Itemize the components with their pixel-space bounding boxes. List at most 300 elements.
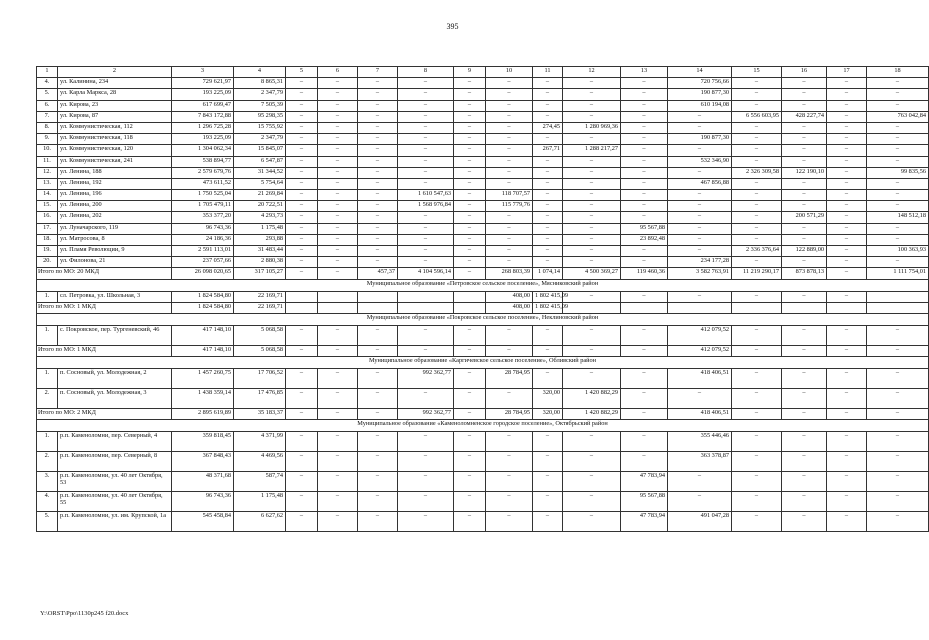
value-cell: –: [732, 325, 782, 345]
value-cell: –: [358, 223, 398, 234]
value-cell: –: [398, 234, 454, 245]
value-cell: –: [454, 122, 486, 133]
total-value-cell: 418 406,51: [668, 409, 732, 420]
row-number-cell: 4.: [37, 492, 58, 512]
value-cell: –: [732, 512, 782, 532]
value-cell: –: [621, 134, 668, 145]
value-cell: –: [732, 492, 782, 512]
value-cell: –: [867, 100, 929, 111]
total-value-cell: –: [867, 409, 929, 420]
value-cell: –: [286, 111, 318, 122]
value-cell: –: [318, 492, 358, 512]
value-cell: –: [782, 512, 827, 532]
value-cell: –: [782, 257, 827, 268]
value-cell: 190 877,30: [668, 89, 732, 100]
total-value-cell: 992 362,77: [398, 409, 454, 420]
value-cell: –: [732, 432, 782, 452]
document-path: Y:\ORST\Ppo\1130p245 f20.docx: [40, 610, 129, 617]
value-cell: –: [318, 156, 358, 167]
value-cell: –: [867, 472, 929, 492]
value-cell: [867, 291, 929, 302]
total-value-cell: 11 219 290,17: [732, 268, 782, 279]
table-body: [37, 78, 929, 532]
value-cell: –: [732, 122, 782, 133]
total-row: [37, 345, 929, 356]
value-cell: –: [827, 291, 867, 302]
value-cell: –: [318, 134, 358, 145]
value-cell: 467 856,88: [668, 178, 732, 189]
value-cell: 95 298,35: [234, 111, 286, 122]
building-row: [37, 325, 929, 345]
value-cell: –: [867, 178, 929, 189]
value-cell: –: [732, 134, 782, 145]
value-cell: [398, 291, 454, 302]
value-cell: –: [563, 432, 621, 452]
row-number-cell: 18.: [37, 234, 58, 245]
value-cell: [454, 291, 486, 302]
value-cell: –: [398, 89, 454, 100]
total-value-cell: 408,00: [486, 302, 533, 313]
value-cell: –: [486, 111, 533, 122]
value-cell: –: [358, 452, 398, 472]
value-cell: –: [286, 201, 318, 212]
total-value-cell: 1 802 415,09: [533, 302, 563, 313]
address-cell: р.п. Каменоломни, ул. 40 лет Октября, 55: [58, 492, 172, 512]
value-cell: –: [563, 369, 621, 389]
value-cell: 1 420 882,29: [563, 389, 621, 409]
value-cell: –: [286, 246, 318, 257]
value-cell: –: [454, 223, 486, 234]
value-cell: –: [318, 472, 358, 492]
value-cell: –: [358, 257, 398, 268]
address-cell: ул. Ленина, 188: [58, 167, 172, 178]
value-cell: 267,71: [533, 145, 563, 156]
value-cell: 1 175,48: [234, 492, 286, 512]
value-cell: –: [358, 167, 398, 178]
row-number-cell: 17.: [37, 223, 58, 234]
value-cell: –: [454, 212, 486, 223]
value-cell: –: [398, 432, 454, 452]
value-cell: –: [563, 291, 621, 302]
value-cell: 617 699,47: [172, 100, 234, 111]
value-cell: –: [358, 432, 398, 452]
row-number-cell: 7.: [37, 111, 58, 122]
value-cell: –: [732, 257, 782, 268]
address-cell: ул. Кирова, 23: [58, 100, 172, 111]
value-cell: –: [358, 100, 398, 111]
value-cell: –: [533, 246, 563, 257]
building-row: [37, 89, 929, 100]
value-cell: –: [358, 472, 398, 492]
value-cell: –: [358, 156, 398, 167]
row-number-cell: 16.: [37, 212, 58, 223]
value-cell: 363 378,87: [668, 452, 732, 472]
building-row: [37, 452, 929, 472]
value-cell: –: [318, 167, 358, 178]
value-cell: 320,00: [533, 389, 563, 409]
column-number-cell: 14: [668, 67, 732, 78]
value-cell: –: [286, 122, 318, 133]
value-cell: 4 293,73: [234, 212, 286, 223]
value-cell: 355 446,46: [668, 432, 732, 452]
total-value-cell: [827, 302, 867, 313]
value-cell: –: [286, 472, 318, 492]
value-cell: –: [668, 122, 732, 133]
value-cell: –: [318, 432, 358, 452]
row-number-cell: 4.: [37, 78, 58, 89]
value-cell: –: [533, 100, 563, 111]
value-cell: –: [782, 100, 827, 111]
value-cell: –: [827, 111, 867, 122]
value-cell: 763 042,84: [867, 111, 929, 122]
value-cell: –: [621, 89, 668, 100]
value-cell: –: [398, 512, 454, 532]
value-cell: 720 756,66: [668, 78, 732, 89]
value-cell: –: [563, 512, 621, 532]
value-cell: 4 469,56: [234, 452, 286, 472]
value-cell: –: [286, 512, 318, 532]
total-value-cell: 320,00: [533, 409, 563, 420]
total-value-cell: 1 420 882,29: [563, 409, 621, 420]
value-cell: 5 754,64: [234, 178, 286, 189]
value-cell: –: [486, 223, 533, 234]
total-value-cell: 417 148,10: [172, 345, 234, 356]
value-cell: –: [563, 246, 621, 257]
value-cell: –: [867, 134, 929, 145]
value-cell: [286, 291, 318, 302]
value-cell: –: [533, 201, 563, 212]
total-value-cell: [867, 302, 929, 313]
value-cell: –: [318, 234, 358, 245]
column-number-cell: 6: [318, 67, 358, 78]
value-cell: –: [533, 234, 563, 245]
value-cell: –: [454, 156, 486, 167]
building-row: [37, 291, 929, 302]
building-row: [37, 389, 929, 409]
value-cell: –: [563, 190, 621, 201]
value-cell: –: [563, 325, 621, 345]
value-cell: –: [318, 89, 358, 100]
value-cell: –: [563, 223, 621, 234]
value-cell: –: [668, 472, 732, 492]
value-cell: 1 705 479,11: [172, 201, 234, 212]
value-cell: 122 190,10: [782, 167, 827, 178]
value-cell: –: [454, 452, 486, 472]
value-cell: 417 148,10: [172, 325, 234, 345]
row-number-cell: 9.: [37, 134, 58, 145]
value-cell: –: [563, 492, 621, 512]
value-cell: –: [827, 369, 867, 389]
value-cell: –: [486, 212, 533, 223]
value-cell: –: [398, 78, 454, 89]
municipality-section-row: [37, 357, 929, 369]
row-number-cell: 13.: [37, 178, 58, 189]
value-cell: 5 068,58: [234, 325, 286, 345]
value-cell: –: [533, 472, 563, 492]
value-cell: 473 611,52: [172, 178, 234, 189]
value-cell: 15 845,07: [234, 145, 286, 156]
value-cell: 6 547,87: [234, 156, 286, 167]
value-cell: 234 177,28: [668, 257, 732, 268]
value-cell: [358, 291, 398, 302]
building-row: [37, 234, 929, 245]
value-cell: –: [486, 325, 533, 345]
value-cell: –: [358, 492, 398, 512]
value-cell: –: [398, 100, 454, 111]
value-cell: –: [732, 212, 782, 223]
column-number-cell: 5: [286, 67, 318, 78]
value-cell: –: [533, 156, 563, 167]
value-cell: 2 591 113,01: [172, 246, 234, 257]
value-cell: –: [486, 452, 533, 472]
value-cell: –: [827, 452, 867, 472]
building-row: [37, 167, 929, 178]
value-cell: 610 194,08: [668, 100, 732, 111]
building-row: [37, 369, 929, 389]
value-cell: 31 483,44: [234, 246, 286, 257]
value-cell: –: [827, 100, 867, 111]
value-cell: –: [782, 178, 827, 189]
value-cell: –: [621, 432, 668, 452]
value-cell: –: [563, 167, 621, 178]
repair-registry-sheet: [36, 66, 926, 532]
address-cell: ул. Кирова, 87: [58, 111, 172, 122]
address-cell: ул. Луначарского, 119: [58, 223, 172, 234]
building-row: [37, 190, 929, 201]
value-cell: –: [827, 201, 867, 212]
total-value-cell: [732, 302, 782, 313]
value-cell: –: [454, 472, 486, 492]
value-cell: –: [621, 389, 668, 409]
value-cell: –: [318, 78, 358, 89]
value-cell: –: [867, 190, 929, 201]
value-cell: –: [668, 111, 732, 122]
value-cell: –: [867, 156, 929, 167]
row-number-cell: 12.: [37, 167, 58, 178]
row-number-cell: 3.: [37, 472, 58, 492]
value-cell: –: [563, 201, 621, 212]
value-cell: –: [563, 89, 621, 100]
total-value-cell: 35 183,37: [234, 409, 286, 420]
value-cell: –: [563, 257, 621, 268]
value-cell: –: [454, 389, 486, 409]
value-cell: –: [668, 190, 732, 201]
value-cell: –: [398, 111, 454, 122]
value-cell: –: [286, 100, 318, 111]
value-cell: –: [454, 100, 486, 111]
value-cell: –: [732, 178, 782, 189]
value-cell: –: [867, 234, 929, 245]
address-cell: п. Сосновый, ул. Молодежная, 3: [58, 389, 172, 409]
value-cell: 1 750 525,04: [172, 190, 234, 201]
value-cell: 47 783,94: [621, 512, 668, 532]
value-cell: 1 175,48: [234, 223, 286, 234]
value-cell: 545 458,84: [172, 512, 234, 532]
value-cell: 95 567,88: [621, 223, 668, 234]
value-cell: –: [398, 389, 454, 409]
value-cell: –: [827, 472, 867, 492]
value-cell: –: [867, 325, 929, 345]
total-value-cell: –: [286, 345, 318, 356]
value-cell: 8 865,31: [234, 78, 286, 89]
value-cell: –: [398, 134, 454, 145]
total-value-cell: 2 895 619,89: [172, 409, 234, 420]
value-cell: –: [867, 89, 929, 100]
value-cell: –: [732, 201, 782, 212]
value-cell: –: [318, 190, 358, 201]
value-cell: –: [782, 134, 827, 145]
value-cell: –: [398, 178, 454, 189]
value-cell: –: [867, 122, 929, 133]
row-number-cell: 6.: [37, 100, 58, 111]
value-cell: –: [533, 78, 563, 89]
value-cell: –: [398, 145, 454, 156]
value-cell: 532 346,90: [668, 156, 732, 167]
total-value-cell: [782, 302, 827, 313]
value-cell: –: [358, 178, 398, 189]
address-cell: ул. Пламя Революции, 9: [58, 246, 172, 257]
row-number-cell: 1.: [37, 369, 58, 389]
value-cell: –: [533, 452, 563, 472]
column-number-cell: 18: [867, 67, 929, 78]
value-cell: 190 877,30: [668, 134, 732, 145]
municipality-section-title: Муниципальное образование «Каменоломненское городское поселение», Октябрьский район: [37, 420, 929, 432]
value-cell: –: [454, 145, 486, 156]
value-cell: –: [827, 134, 867, 145]
row-number-cell: 1.: [37, 291, 58, 302]
building-row: [37, 122, 929, 133]
value-cell: –: [668, 145, 732, 156]
value-cell: –: [286, 78, 318, 89]
value-cell: 47 783,94: [621, 472, 668, 492]
value-cell: –: [621, 111, 668, 122]
total-value-cell: –: [318, 268, 358, 279]
value-cell: –: [533, 111, 563, 122]
value-cell: 23 892,48: [621, 234, 668, 245]
address-cell: ул. Коммунистическая, 120: [58, 145, 172, 156]
total-value-cell: 873 878,13: [782, 268, 827, 279]
value-cell: 96 743,36: [172, 492, 234, 512]
value-cell: –: [286, 212, 318, 223]
address-cell: ул. Ленина, 200: [58, 201, 172, 212]
value-cell: –: [358, 234, 398, 245]
total-value-cell: –: [318, 345, 358, 356]
value-cell: –: [486, 472, 533, 492]
value-cell: 353 377,20: [172, 212, 234, 223]
total-value-cell: –: [358, 345, 398, 356]
value-cell: –: [486, 167, 533, 178]
value-cell: –: [732, 389, 782, 409]
value-cell: –: [533, 178, 563, 189]
value-cell: –: [358, 389, 398, 409]
value-cell: 118 707,57: [486, 190, 533, 201]
total-value-cell: [668, 302, 732, 313]
value-cell: 193 225,09: [172, 89, 234, 100]
building-row: [37, 257, 929, 268]
value-cell: –: [621, 100, 668, 111]
value-cell: –: [563, 134, 621, 145]
total-value-cell: –: [621, 345, 668, 356]
value-cell: 2 326 309,58: [732, 167, 782, 178]
value-cell: [318, 291, 358, 302]
value-cell: –: [486, 389, 533, 409]
value-cell: –: [398, 492, 454, 512]
building-row: [37, 512, 929, 532]
value-cell: –: [782, 156, 827, 167]
value-cell: –: [563, 100, 621, 111]
value-cell: –: [318, 389, 358, 409]
value-cell: –: [668, 234, 732, 245]
value-cell: –: [621, 190, 668, 201]
capital-repair-table: [36, 66, 929, 532]
address-cell: сл. Петровка, ул. Школьная, 3: [58, 291, 172, 302]
value-cell: 1 288 217,27: [563, 145, 621, 156]
total-value-cell: –: [782, 409, 827, 420]
page-number: 395: [446, 22, 459, 31]
value-cell: –: [318, 111, 358, 122]
value-cell: –: [486, 134, 533, 145]
total-value-cell: –: [398, 345, 454, 356]
value-cell: –: [486, 178, 533, 189]
value-cell: –: [286, 145, 318, 156]
value-cell: –: [318, 223, 358, 234]
value-cell: –: [827, 257, 867, 268]
value-cell: 28 784,95: [486, 369, 533, 389]
value-cell: –: [454, 234, 486, 245]
value-cell: 2 336 376,64: [732, 246, 782, 257]
value-cell: 95 567,88: [621, 492, 668, 512]
total-value-cell: [286, 302, 318, 313]
value-cell: –: [782, 234, 827, 245]
value-cell: –: [533, 223, 563, 234]
value-cell: –: [867, 389, 929, 409]
building-row: [37, 201, 929, 212]
value-cell: –: [621, 291, 668, 302]
value-cell: –: [732, 291, 782, 302]
value-cell: 148 512,18: [867, 212, 929, 223]
total-value-cell: 26 098 020,65: [172, 268, 234, 279]
value-cell: –: [286, 369, 318, 389]
building-row: [37, 472, 929, 492]
value-cell: –: [827, 512, 867, 532]
total-value-cell: –: [318, 409, 358, 420]
value-cell: –: [782, 122, 827, 133]
value-cell: –: [454, 178, 486, 189]
value-cell: –: [621, 78, 668, 89]
value-cell: –: [827, 156, 867, 167]
value-cell: –: [621, 201, 668, 212]
municipality-section-title: Муниципальное образование «Покровское сельское поселение», Неклиновский район: [37, 313, 929, 325]
value-cell: 21 269,84: [234, 190, 286, 201]
address-cell: ул. Ленина, 192: [58, 178, 172, 189]
value-cell: –: [867, 452, 929, 472]
address-cell: с. Покровское, пер. Тургеневский, 46: [58, 325, 172, 345]
column-number-cell: 1: [37, 67, 58, 78]
value-cell: –: [454, 111, 486, 122]
value-cell: –: [454, 134, 486, 145]
value-cell: –: [827, 389, 867, 409]
value-cell: –: [286, 452, 318, 472]
value-cell: –: [782, 201, 827, 212]
total-value-cell: –: [827, 345, 867, 356]
value-cell: 115 779,76: [486, 201, 533, 212]
value-cell: –: [827, 234, 867, 245]
building-row: [37, 156, 929, 167]
value-cell: –: [454, 78, 486, 89]
value-cell: –: [486, 78, 533, 89]
address-cell: ул. Ленина, 196: [58, 190, 172, 201]
value-cell: –: [827, 432, 867, 452]
